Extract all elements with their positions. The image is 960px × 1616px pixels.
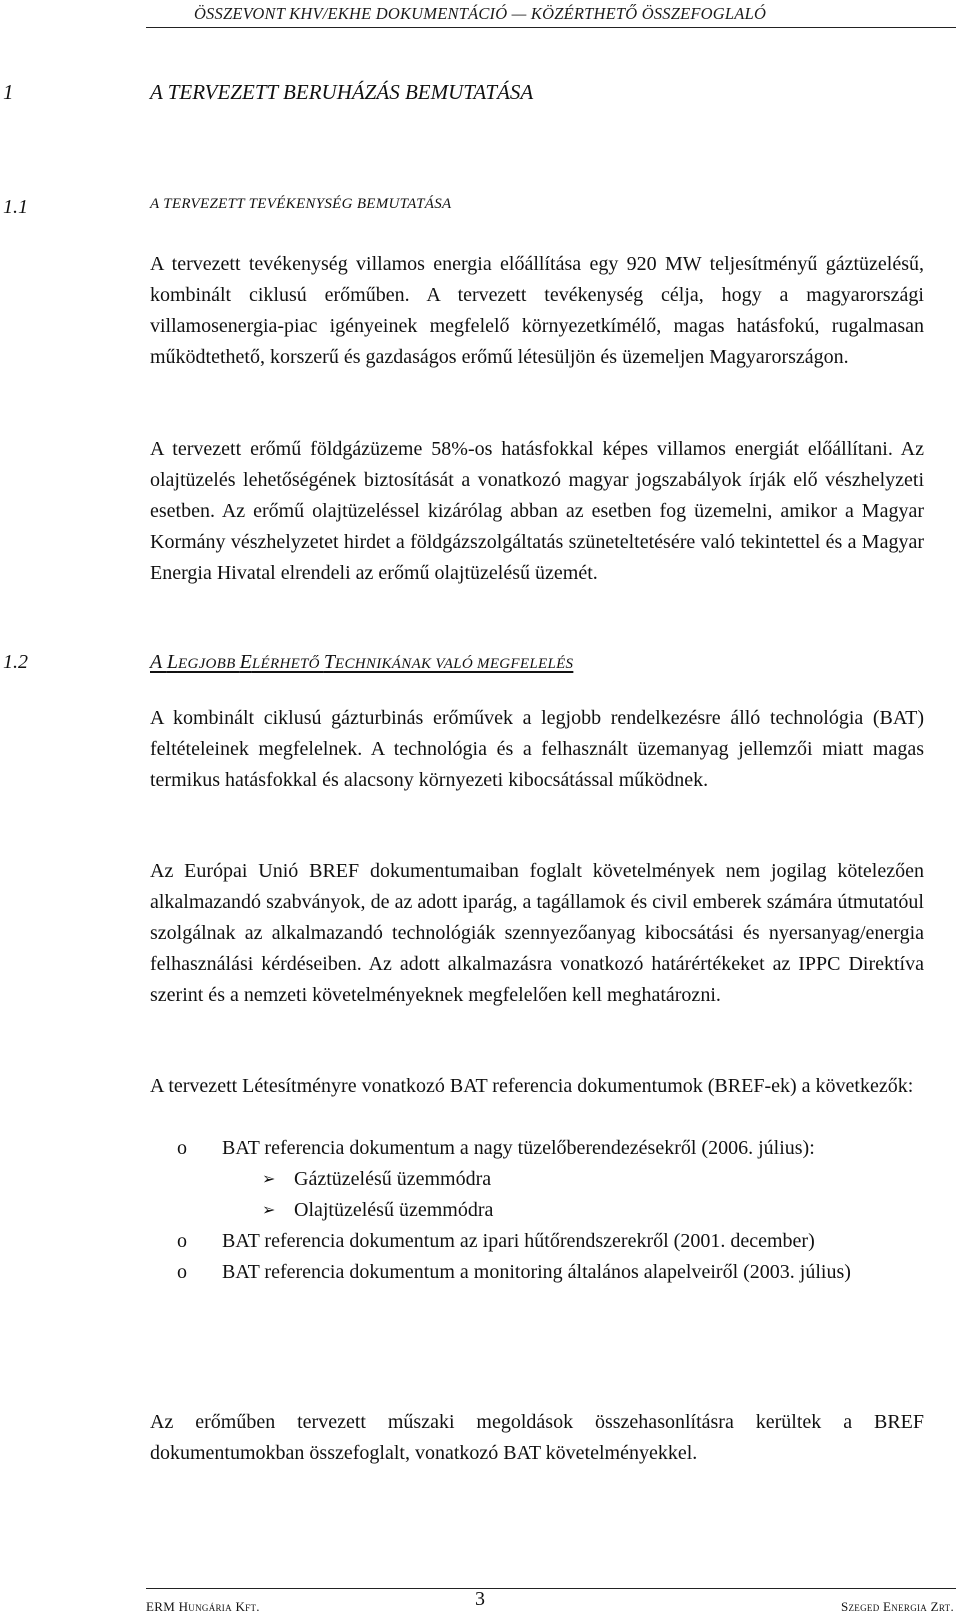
running-header: ÖSSZEVONT KHV/EKHE DOKUMENTÁCIÓ — KÖZÉRTHETŐ ÖSSZEFOGLALÓ — [193, 4, 767, 23]
section-number: 1 — [3, 80, 14, 104]
header-rule — [146, 27, 956, 28]
paragraph: Az Európai Unió BREF dokumentumaiban foglalt követelmények nem jogilag kötelezően alkalmazandó szabványok, de az adott iparág, a tagállamok és civil emberek számára útmutatóul szolgálnak az alkalmazandó technológiák szennyezőanyag kibocsátási és nyersanyag/energia felhasználási kérdéseiben. Az adott alkalmazásra vonatkozó határértékeket az IPPC Direktíva szerint és a nemzeti követelményeknek megfelelően kell meghatározni. — [150, 860, 924, 1006]
bullet: o — [177, 1261, 187, 1283]
title-part: A — [150, 651, 167, 673]
title-part: E — [239, 651, 252, 673]
page-number: 3 — [475, 1588, 485, 1610]
title-part: T — [323, 651, 335, 673]
title-part: LÉRHETŐ — [251, 656, 324, 672]
paragraph: A tervezett erőmű földgázüzeme 58%-os hatásfokkal képes villamos energiát előállítani. Az olajtüzelés lehetőségének biztosítását a vonatkozó magyar jogszabályok írják elő vészhelyzeti esetben. Az erőmű olajtüzeléssel kizárólag abban az esetben fog üzemelni, amikor a Magyar Kormány vészhelyzetet hirdet a földgázszolgáltatás szüneteltetésére való tekintettel és a Magyar Energia Hivatal elrendeli az erőmű olajtüzelésű üzemét. — [150, 438, 924, 584]
paragraph: A tervezett Létesítményre vonatkozó BAT referencia dokumentumok (BREF-ek) a következők: — [150, 1075, 914, 1097]
title-part: L — [166, 651, 178, 673]
arrow-bullet-icon: ➢ — [262, 1171, 276, 1188]
arrow-bullet-icon: ➢ — [262, 1202, 276, 1219]
list-item — [150, 1257, 924, 1288]
section-number: 1.2 — [3, 651, 28, 673]
sub-list-item — [150, 1164, 924, 1195]
sub-list-item-text: Gáztüzelésű üzemmódra — [294, 1168, 492, 1190]
bullet: o — [177, 1137, 187, 1159]
title-part: ECHNIKÁNAK VALÓ MEGFELELÉS — [335, 656, 574, 672]
section-title — [150, 651, 573, 674]
list-item-text: BAT referencia dokumentum az ipari hűtőrendszerekről (2001. december) — [222, 1230, 815, 1252]
footer-left: ERM Hungária Kft. — [146, 1599, 260, 1614]
section-title: A TERVEZETT TEVÉKENYSÉG BEMUTATÁSA — [150, 196, 452, 212]
section-title: A TERVEZETT BERUHÁZÁS BEMUTATÁSA — [150, 80, 534, 104]
sub-list-item-text: Olajtüzelésű üzemmódra — [294, 1199, 494, 1221]
list-item-text: BAT referencia dokumentum a nagy tüzelőberendezésekről (2006. július): — [222, 1137, 815, 1159]
list-item — [150, 1133, 924, 1164]
footer-right: Szeged Energia Zrt. — [840, 1599, 954, 1614]
paragraph: Az erőműben tervezett műszaki megoldások összehasonlításra kerültek a BREF dokumentumokban összefoglalt, vonatkozó BAT követelményekkel. — [150, 1411, 924, 1464]
bullet: o — [177, 1230, 187, 1252]
bref-list — [150, 1133, 924, 1288]
title-part: EGJOBB — [177, 656, 240, 672]
paragraph: A tervezett tevékenység villamos energia előállítása egy 920 MW teljesítményű gáztüzelésű, kombinált ciklusú erőműben. A tervezett tevékenység célja, hogy a magyarországi villamosenergia-piac igényeinek megfelelő környezetkímélő, magas hatásfokú, rugalmasan működtethető, korszerű és gazdaságos erőmű létesüljön és üzemeljen Magyarországon. — [150, 253, 924, 368]
list-item — [150, 1226, 924, 1257]
list-item-text: BAT referencia dokumentum a monitoring általános alapelveiről (2003. július) — [222, 1261, 851, 1283]
sub-list-item — [150, 1195, 924, 1226]
section-number: 1.1 — [3, 196, 28, 218]
paragraph: A kombinált ciklusú gázturbinás erőművek a legjobb rendelkezésre álló technológia (BAT) feltételeinek megfelelnek. A technológia és a felhasznált üzemanyag jellemzői miatt magas termikus hatásfokkal és alacsony környezeti kibocsátással működnek. — [150, 707, 924, 791]
